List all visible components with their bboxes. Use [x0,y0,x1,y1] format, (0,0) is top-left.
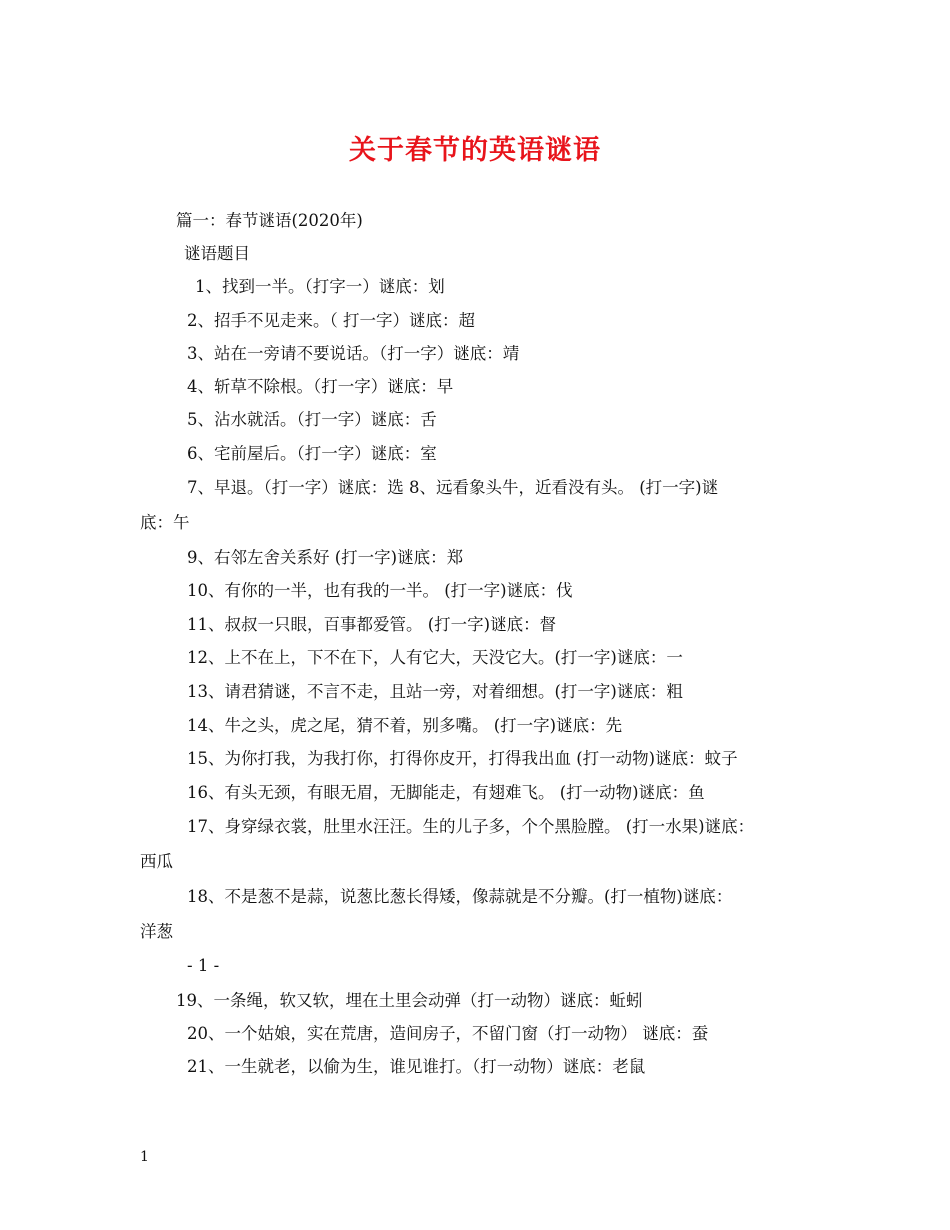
riddle-line: 5、沾水就活。（打一字）谜底：舌 [187,410,437,429]
subheading: 谜语题目 [184,244,250,263]
riddle-line: 16、有头无颈，有眼无眉，无脚能走，有翅难飞。 (打一动物)谜底：鱼 [187,783,705,802]
riddle-line: 10、有你的一半，也有我的一半。 (打一字)谜底：伐 [187,581,573,600]
riddle-line-continuation: 洋葱 [140,922,173,941]
riddle-line: 4、斩草不除根。（打一字）谜底：早 [187,377,454,396]
riddle-line: 19、一条绳，软又软，埋在土里会动弹（打一动物）谜底：蚯蚓 [176,991,643,1010]
riddle-line: 11、叔叔一只眼，百事都爱管。 (打一字)谜底：督 [187,615,557,634]
riddle-line: 13、请君猜谜，不言不走，且站一旁，对着细想。(打一字)谜底：粗 [187,682,683,701]
riddle-line: 12、上不在上，下不在下，人有它大，天没它大。(打一字)谜底：一 [187,648,683,667]
riddle-line: 14、牛之头，虎之尾，猜不着，别多嘴。 (打一字)谜底：先 [187,716,623,735]
riddle-line: 18、不是葱不是蒜，说葱比葱长得矮，像蒜就是不分瓣。(打一植物)谜底： [187,887,733,906]
riddle-line: 3、站在一旁请不要说话。（打一字）谜底：靖 [187,344,520,363]
riddle-line-continuation: 西瓜 [140,852,173,871]
riddle-line: 15、为你打我，为我打你，打得你皮开，打得我出血 (打一动物)谜底：蚊子 [187,749,738,768]
riddle-line: 21、一生就老，以偷为生，谁见谁打。（打一动物）谜底：老鼠 [187,1057,646,1076]
page-number: 1 [140,1149,149,1165]
riddle-line: 20、一个姑娘，实在荒唐，造间房子，不留门窗（打一动物） 谜底：蚕 [187,1024,709,1043]
riddle-line: 6、宅前屋后。（打一字）谜底：室 [187,444,437,463]
riddle-line: 7、早退。（打一字）谜底：选 8、远看象头牛，近看没有头。 (打一字)谜 [187,478,719,497]
section-heading: 篇一：春节谜语(2020年) [176,211,363,230]
inline-page-marker: - 1 - [187,956,220,975]
riddle-line: 9、右邻左舍关系好 (打一字)谜底：郑 [187,548,464,567]
page-title: 关于春节的英语谜语 [349,135,601,166]
riddle-line: 17、身穿绿衣裳，肚里水汪汪。生的儿子多，个个黑脸膛。 (打一水果)谜底： [187,817,755,836]
riddle-line-continuation: 底：午 [140,513,190,532]
riddle-line: 2、招手不见走来。（ 打一字）谜底：超 [187,311,475,330]
riddle-line: 1、找到一半。（打字一）谜底：划 [195,277,445,296]
